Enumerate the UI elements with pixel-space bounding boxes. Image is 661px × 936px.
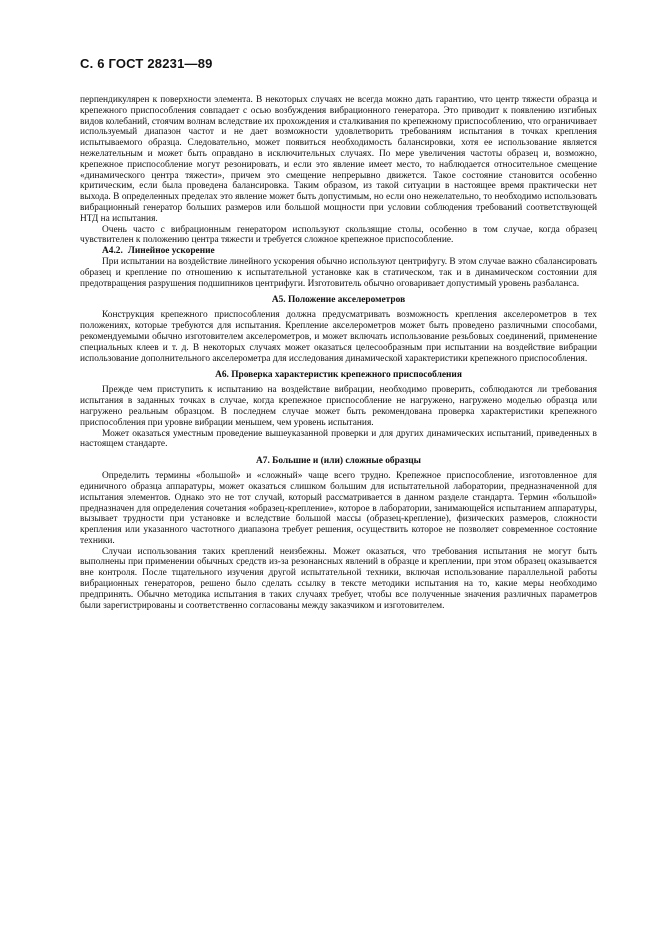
paragraph-a5: Конструкция крепежного приспособления должна предусматривать возможность крепления акселерометров в тех положениях, которые требуются для испытания. Крепление акселерометров может быть проведено различными способами, рекомендуемыми обычно изготовителем акселерометров, и может включать использование резьбовых соединений, применение специальных клеев и т. д. В некоторых случаях может оказаться целесообразным при испытании на воздействие вибрации использование дополнительного акселерометра для исследования динамической характеристики крепежного приспособления. bbox=[80, 310, 597, 364]
paragraph-a42: При испытании на воздействие линейного ускорения обычно используют центрифугу. В этом случае важно сбалансировать образец и крепление по отношению к испытательной установке как в статическом, так и в динамическом состоянии для предотвращения разрушения подшипников центрифуги. Изготовитель обычно оговаривает допустимый уровень разбаланса. bbox=[80, 256, 597, 289]
paragraph-a7-1: Определить термины «большой» и «сложный» чаще всего трудно. Крепежное приспособление, изготовленное для единичного образца аппаратуры, может оказаться слишком большим для испытательной лаборатории, предназначенной для испытания элементов. Однако это не тот случай, который рассматривается в данном разделе стандарта. Термин «большой» предназначен для определения сочетания «образец-крепление», которое в лаборатории, занимающейся испытанием аппаратуры, вызывает трудности при установке и вследствие большой массы (образец-крепление), физических размеров, сложности крепления или указанного частотного диапазона требует решения, осуществить которое не позволяет современное состояние техники. bbox=[80, 471, 597, 546]
section-heading-a7: А7. Большие и (или) сложные образцы bbox=[255, 456, 421, 467]
paragraph-intro-2: Очень часто с вибрационным генератором используют скользящие столы, особенно в том случае, когда образец чувствителен к положению центра тяжести и требуется сложное крепежное приспособление. bbox=[80, 224, 597, 246]
subsection-title: Линейное ускорение bbox=[127, 246, 215, 257]
paragraph-a6-2: Может оказаться уместным проведение вышеуказанной проверки и для других динамических испытаний, приведенных в настоящем стандарте. bbox=[80, 428, 597, 450]
section-heading-a5: А5. Положение акселерометров bbox=[271, 295, 406, 306]
section-heading-a6: А6. Проверка характеристик крепежного приспособления bbox=[215, 370, 462, 381]
document-body bbox=[80, 95, 597, 611]
paragraph-intro-1: перпендикулярен к поверхности элемента. В некоторых случаях не всегда можно дать гарантию, что центр тяжести образца и крепежного приспособления совпадает с осью возбуждения вибрационного генератора. Это приводит к появлению изгибных видов колебаний, стоячим волнам вследствие их прохождения и сталкивания по крепежному приспособлению, что ограничивает используемый диапазон частот и не дает возможности удовлетворить требованиям испытания в точках крепления испытываемого образца. Следовательно, может появиться необходимость балансировки, хотя ее использование является нежелательным и может быть оправдано в исключительных случаях. По мере увеличения частоты образец и, возможно, крепежное приспособление могут резонировать, и если это явление имеет место, то наблюдается относительное смещение «динамического центра тяжести», причем это смещение непрерывно движется. Такое состояние становится особенно критическим, если была проведена балансировка. Таким образом, из такой ситуации в настоящее время практически нет выхода. В определенных пределах это явление может быть допустимым, но если оно нежелательно, то необходимо использовать вибрационный генератор больших размеров или большой мощности при условии соблюдения требований соответствующей НТД на испытания. bbox=[80, 95, 597, 224]
paragraph-a6-1: Прежде чем приступить к испытанию на воздействие вибрации, необходимо проверить, соблюдаются ли требования испытания в заданных точках в случае, когда крепежное приспособление не нагружено, нагружено моделью образца или нагружено реальным образцом. В последнем случае может быть рекомендована проверка характеристики крепежного приспособления при уровне вибрации меньшем, чем уровень испытания. bbox=[80, 385, 597, 428]
paragraph-a7-2: Случаи использования таких креплений неизбежны. Может оказаться, что требования испытания не могут быть выполнены при применении обычных средств из-за резонансных явлений в образце и креплении, при этом образец оказывается вне контроля. После тщательного изучения другой испытательной техники, включая использование параллельной работы вибрационных генераторов, решено было сделать ссылку в тексте методики испытания на то, какие меры необходимо предпринять. Обычно методика испытания в таких случаях требует, чтобы все полученные значения различных параметров были зарегистрированы и соответственно согласованы между заказчиком и изготовителем. bbox=[80, 546, 597, 611]
page-header: С. 6 ГОСТ 28231—89 bbox=[80, 56, 213, 71]
subsection-number: А4.2. bbox=[102, 246, 123, 257]
subsection-heading-a42 bbox=[80, 246, 597, 257]
